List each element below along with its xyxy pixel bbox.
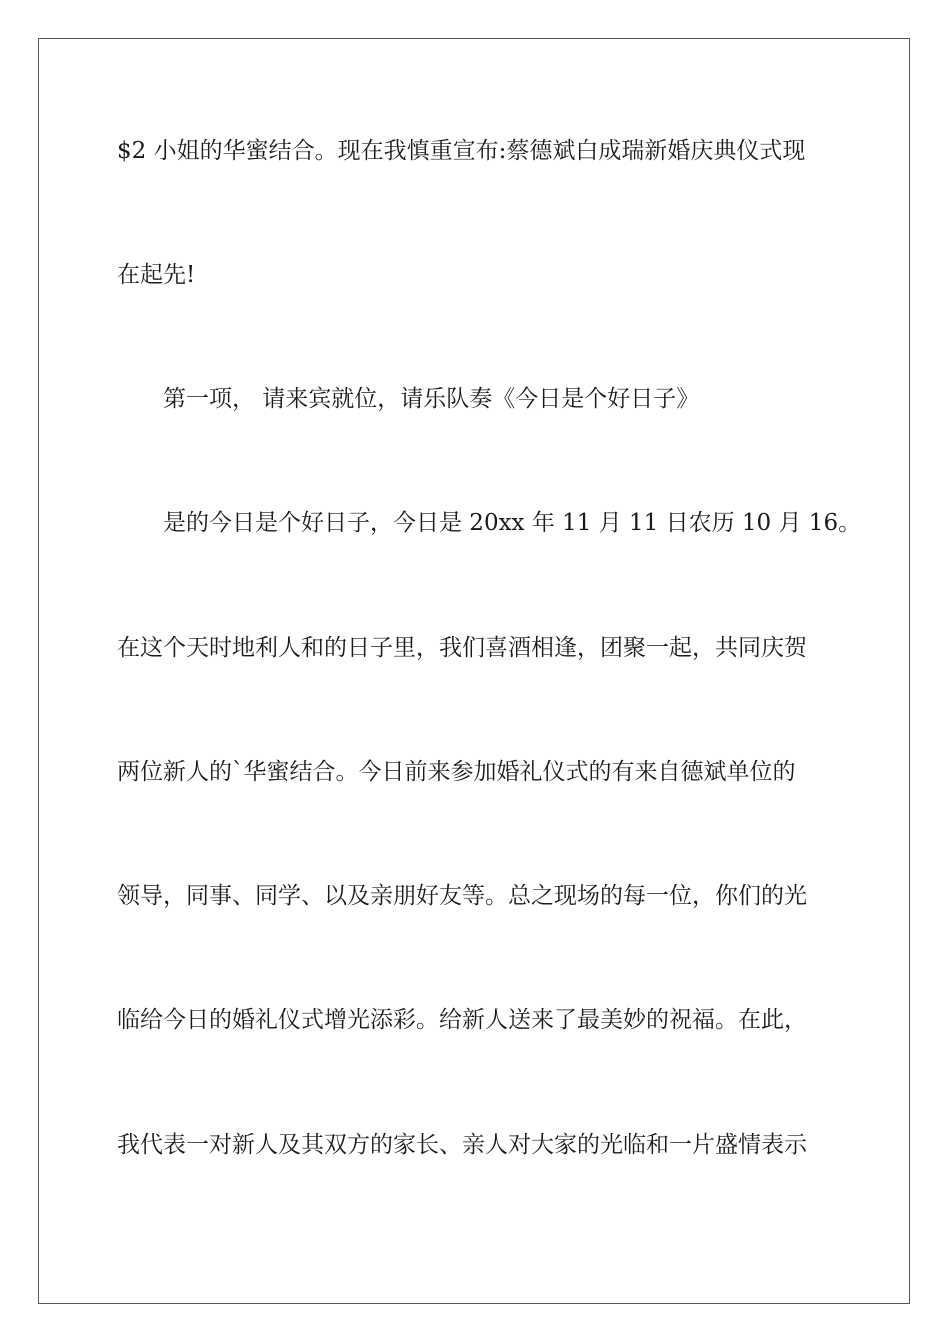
text-line-7: 领导，同事、同学、以及亲朋好友等。总之现场的每一位，你们的光 (117, 883, 807, 909)
text-line-9: 我代表一对新人及其双方的家长、亲人对大家的光临和一片盛情表示 (117, 1132, 807, 1158)
text-line-2: 在起先! (117, 262, 196, 288)
text-line-4: 是的今日是个好日子，今日是 20xx 年 11 月 11 日农历 10 月 16。 (163, 510, 862, 536)
text-line-1: $2 小姐的华蜜结合。现在我慎重宣布:蔡德斌白成瑞新婚庆典仪式现 (117, 138, 806, 164)
page-border (38, 38, 910, 1304)
text-line-8: 临给今日的婚礼仪式增光添彩。给新人送来了最美妙的祝福。在此， (117, 1007, 807, 1033)
text-line-6: 两位新人的`华蜜结合。今日前来参加婚礼仪式的有来自德斌单位的 (117, 759, 796, 785)
text-line-5: 在这个天时地利人和的日子里，我们喜酒相逢，团聚一起，共同庆贺 (117, 635, 807, 661)
text-line-3: 第一项， 请来宾就位，请乐队奏《今日是个好日子》 (163, 386, 700, 412)
